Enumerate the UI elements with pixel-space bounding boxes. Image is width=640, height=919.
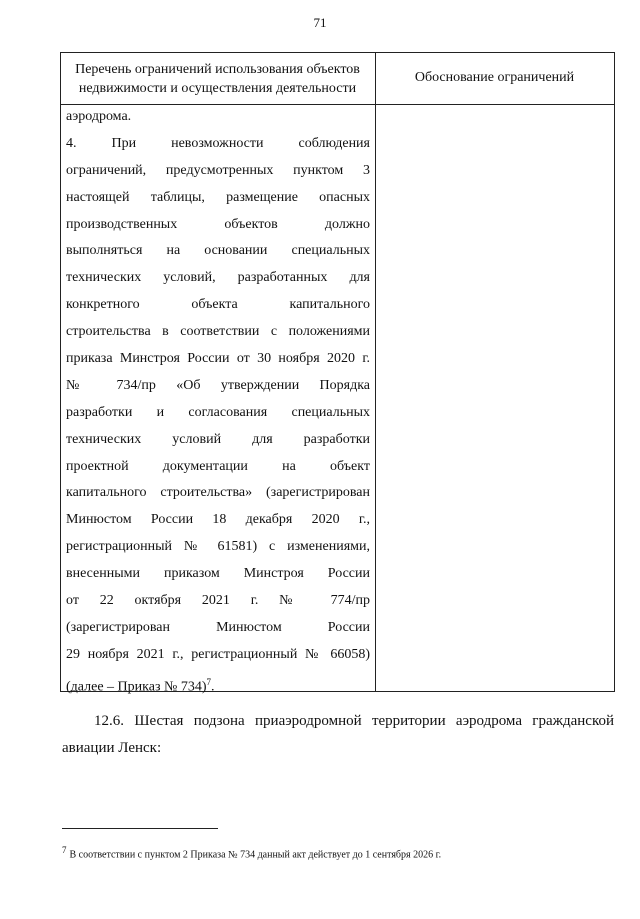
cell-line-last [66,669,370,696]
cell-line: технических условий, разработанных для [66,270,370,286]
section-paragraph [62,708,614,762]
cell-line: № 734/пр «Об утверждении Порядка [66,377,370,393]
cell-line: производственных объектов должно [66,216,370,232]
cell-line: ограничений, предусмотренных пунктом 3 [66,162,370,178]
cell-line-text: (далее – Приказ № 734) [66,679,207,695]
footnote-separator [62,828,218,829]
cell-line: (зарегистрирован Минюстом России [66,619,370,635]
cell-line: выполняться на основании специальных [66,243,370,259]
cell-line: 4. При невозможности соблюдения [66,135,370,151]
paragraph-line: авиации Ленск: [62,740,162,756]
cell-line: регистрационный № 61581) с изменениями, [66,539,370,555]
cell-line: строительства в соответствии с положениями [66,324,370,340]
cell-line: капитального строительства» (зарегистрирован [66,485,370,501]
justification-column [375,52,615,692]
cell-line: технических условий для разработки [66,431,370,447]
footnote [62,843,441,862]
cell-line: проектной документации на объект [66,458,370,474]
cell-line: разработки и согласования специальных [66,404,370,420]
cell-line: настоящей таблицы, размещение опасных [66,189,370,205]
page-number: 71 [313,15,327,30]
cell-line: от 22 октября 2021 г. № 774/пр [66,593,370,609]
period: . [211,679,215,695]
cell-line: внесенными приказом Минстроя России [66,566,370,582]
cell-line: приказа Минстроя России от 30 ноября 2020 г. [66,351,370,367]
table-header-restrictions: Перечень ограничений использования объектов недвижимости и осуществления деятельности [60,52,375,105]
cell-line: конкретного объекта капитального [66,297,370,313]
footnote-reference: 7 [206,676,211,687]
footnote-text: В соответствии с пунктом 2 Приказа № 734 данный акт действует до 1 сентября 2026 г. [69,849,442,861]
restrictions-cell [66,104,370,696]
footnote-mark: 7 [62,845,67,855]
table-header-justification: Обоснование ограничений [375,52,614,105]
cell-line: аэродрома. [66,109,132,124]
cell-line: 29 ноября 2021 г., регистрационный № 66058) [66,646,370,662]
paragraph-line: 12.6. Шестая подзона приаэродромной территории аэродрома гражданской [94,713,614,729]
cell-line: Минюстом России 18 декабря 2020 г., [66,512,370,528]
